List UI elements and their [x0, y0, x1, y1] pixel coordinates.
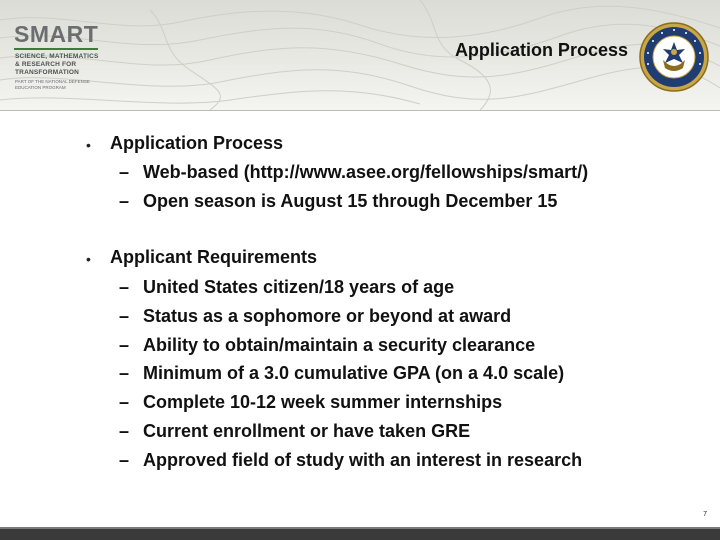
list-item-text: United States citizen/18 years of age [143, 277, 455, 297]
list-item-text: Ability to obtain/maintain a security clearance [143, 335, 536, 355]
bullet-icon: • [86, 137, 91, 153]
footer-bar-highlight [0, 527, 720, 529]
logo-rule [14, 48, 98, 50]
list-item [119, 191, 557, 212]
dash-icon: – [119, 421, 130, 441]
list-item-text: Approved field of study with an interest in research [143, 450, 583, 470]
dash-icon: – [119, 162, 130, 182]
dash-icon: – [119, 306, 130, 326]
list-item-text: Open season is August 15 through December 15 [143, 191, 558, 211]
dash-icon: – [119, 277, 130, 297]
smart-logo [12, 22, 100, 94]
logo-tiny-line: PART OF THE NATIONAL DEFENSE [15, 79, 90, 84]
bullet-icon: • [86, 251, 91, 267]
logo-line: SCIENCE, MATHEMATICS [15, 53, 99, 60]
department-of-defense-seal-icon [639, 22, 709, 92]
dash-icon: – [119, 450, 130, 470]
list-item [119, 421, 470, 442]
logo-tiny-line: EDUCATION PROGRAM [15, 85, 66, 90]
page-title: Application Process [454, 40, 628, 60]
section-heading: Applicant Requirements [110, 247, 318, 267]
list-item [119, 306, 511, 327]
page-number: 7 [703, 511, 707, 518]
header-divider [0, 110, 720, 111]
list-item-text: Minimum of a 3.0 cumulative GPA (on a 4.0 scale) [143, 363, 565, 383]
list-item [119, 277, 454, 298]
logo-line: TRANSFORMATION [15, 69, 80, 76]
dash-icon: – [119, 335, 130, 355]
list-item [119, 450, 582, 471]
list-item [119, 363, 564, 384]
list-item-text: Current enrollment or have taken GRE [143, 421, 471, 441]
list-item [119, 392, 502, 413]
logo-wordmark: SMART [14, 21, 99, 47]
list-item [119, 335, 535, 356]
dash-icon: – [119, 191, 130, 211]
list-item-text: Status as a sophomore or beyond at award [143, 306, 512, 326]
list-item-text: Complete 10-12 week summer internships [143, 392, 503, 412]
dash-icon: – [119, 392, 130, 412]
logo-line: & RESEARCH FOR [15, 61, 77, 68]
list-item-text: Web-based (http://www.asee.org/fellowships/smart/) [143, 162, 589, 182]
section-heading: Application Process [110, 133, 284, 153]
dash-icon: – [119, 363, 130, 383]
slide-header [0, 0, 720, 110]
list-item [119, 162, 588, 183]
